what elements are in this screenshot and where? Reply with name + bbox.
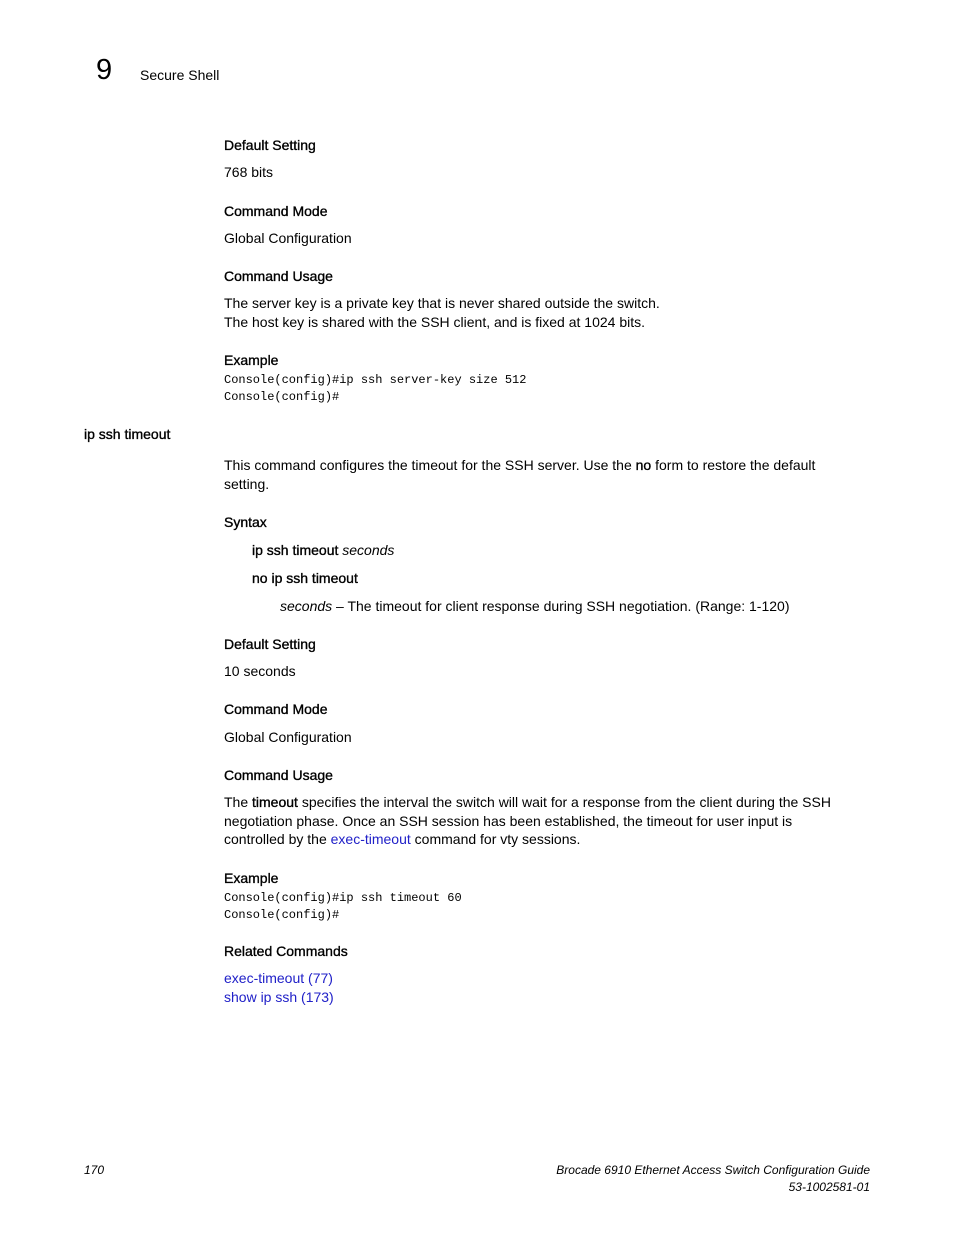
code-line: Console(config)#ip ssh timeout 60: [224, 891, 462, 905]
example-heading: Example: [224, 870, 279, 886]
default-setting-value: 768 bits: [224, 164, 274, 180]
guide-title: Brocade 6910 Ethernet Access Switch Configuration Guide: [556, 1163, 870, 1177]
command-usage-heading: Command Usage: [224, 268, 333, 284]
chapter-title: Secure Shell: [140, 67, 220, 83]
command-title: ip ssh timeout: [84, 426, 171, 442]
example-heading: Example: [224, 352, 279, 368]
command-usage-line: controlled by the exec-timeout command for vty sessions.: [224, 831, 581, 847]
default-setting-heading: Default Setting: [224, 137, 316, 153]
code-line: Console(config)#ip ssh server-key size 512: [224, 373, 527, 387]
page-number: 170: [84, 1163, 105, 1177]
syntax-no-command: no ip ssh timeout: [252, 570, 358, 586]
command-mode-heading: Command Mode: [224, 701, 328, 717]
command-usage-line: The server key is a private key that is never shared outside the switch.: [224, 295, 660, 311]
command-mode-value: Global Configuration: [224, 729, 352, 745]
related-commands-heading: Related Commands: [224, 943, 348, 959]
command-mode-heading: Command Mode: [224, 203, 328, 219]
parameter-description: seconds – The timeout for client response during SSH negotiation. (Range: 1-120): [280, 598, 790, 614]
command-usage-line: negotiation phase. Once an SSH session has been established, the timeout for user input is: [224, 813, 793, 829]
command-usage-line: The host key is shared with the SSH client, and is fixed at 1024 bits.: [224, 314, 645, 330]
related-link-show-ip-ssh[interactable]: show ip ssh (173): [224, 989, 334, 1005]
chapter-number: 9: [96, 54, 113, 86]
command-usage-line: The timeout specifies the interval the switch will wait for a response from the client during the SSH: [224, 794, 831, 810]
related-link-exec-timeout[interactable]: exec-timeout (77): [224, 970, 333, 986]
default-setting-heading: Default Setting: [224, 636, 316, 652]
command-description: This command configures the timeout for the SSH server. Use the no form to restore the default: [224, 457, 816, 473]
syntax-heading: Syntax: [224, 514, 267, 530]
default-setting-value: 10 seconds: [224, 663, 296, 679]
syntax-command: ip ssh timeout seconds: [252, 542, 395, 558]
command-description-cont: setting.: [224, 476, 270, 492]
command-mode-value: Global Configuration: [224, 230, 352, 246]
code-line: Console(config)#: [224, 908, 340, 922]
document-number: 53-1002581-01: [788, 1180, 870, 1194]
exec-timeout-link[interactable]: exec-timeout: [330, 831, 411, 847]
code-line: Console(config)#: [224, 390, 340, 404]
command-usage-heading: Command Usage: [224, 767, 333, 783]
